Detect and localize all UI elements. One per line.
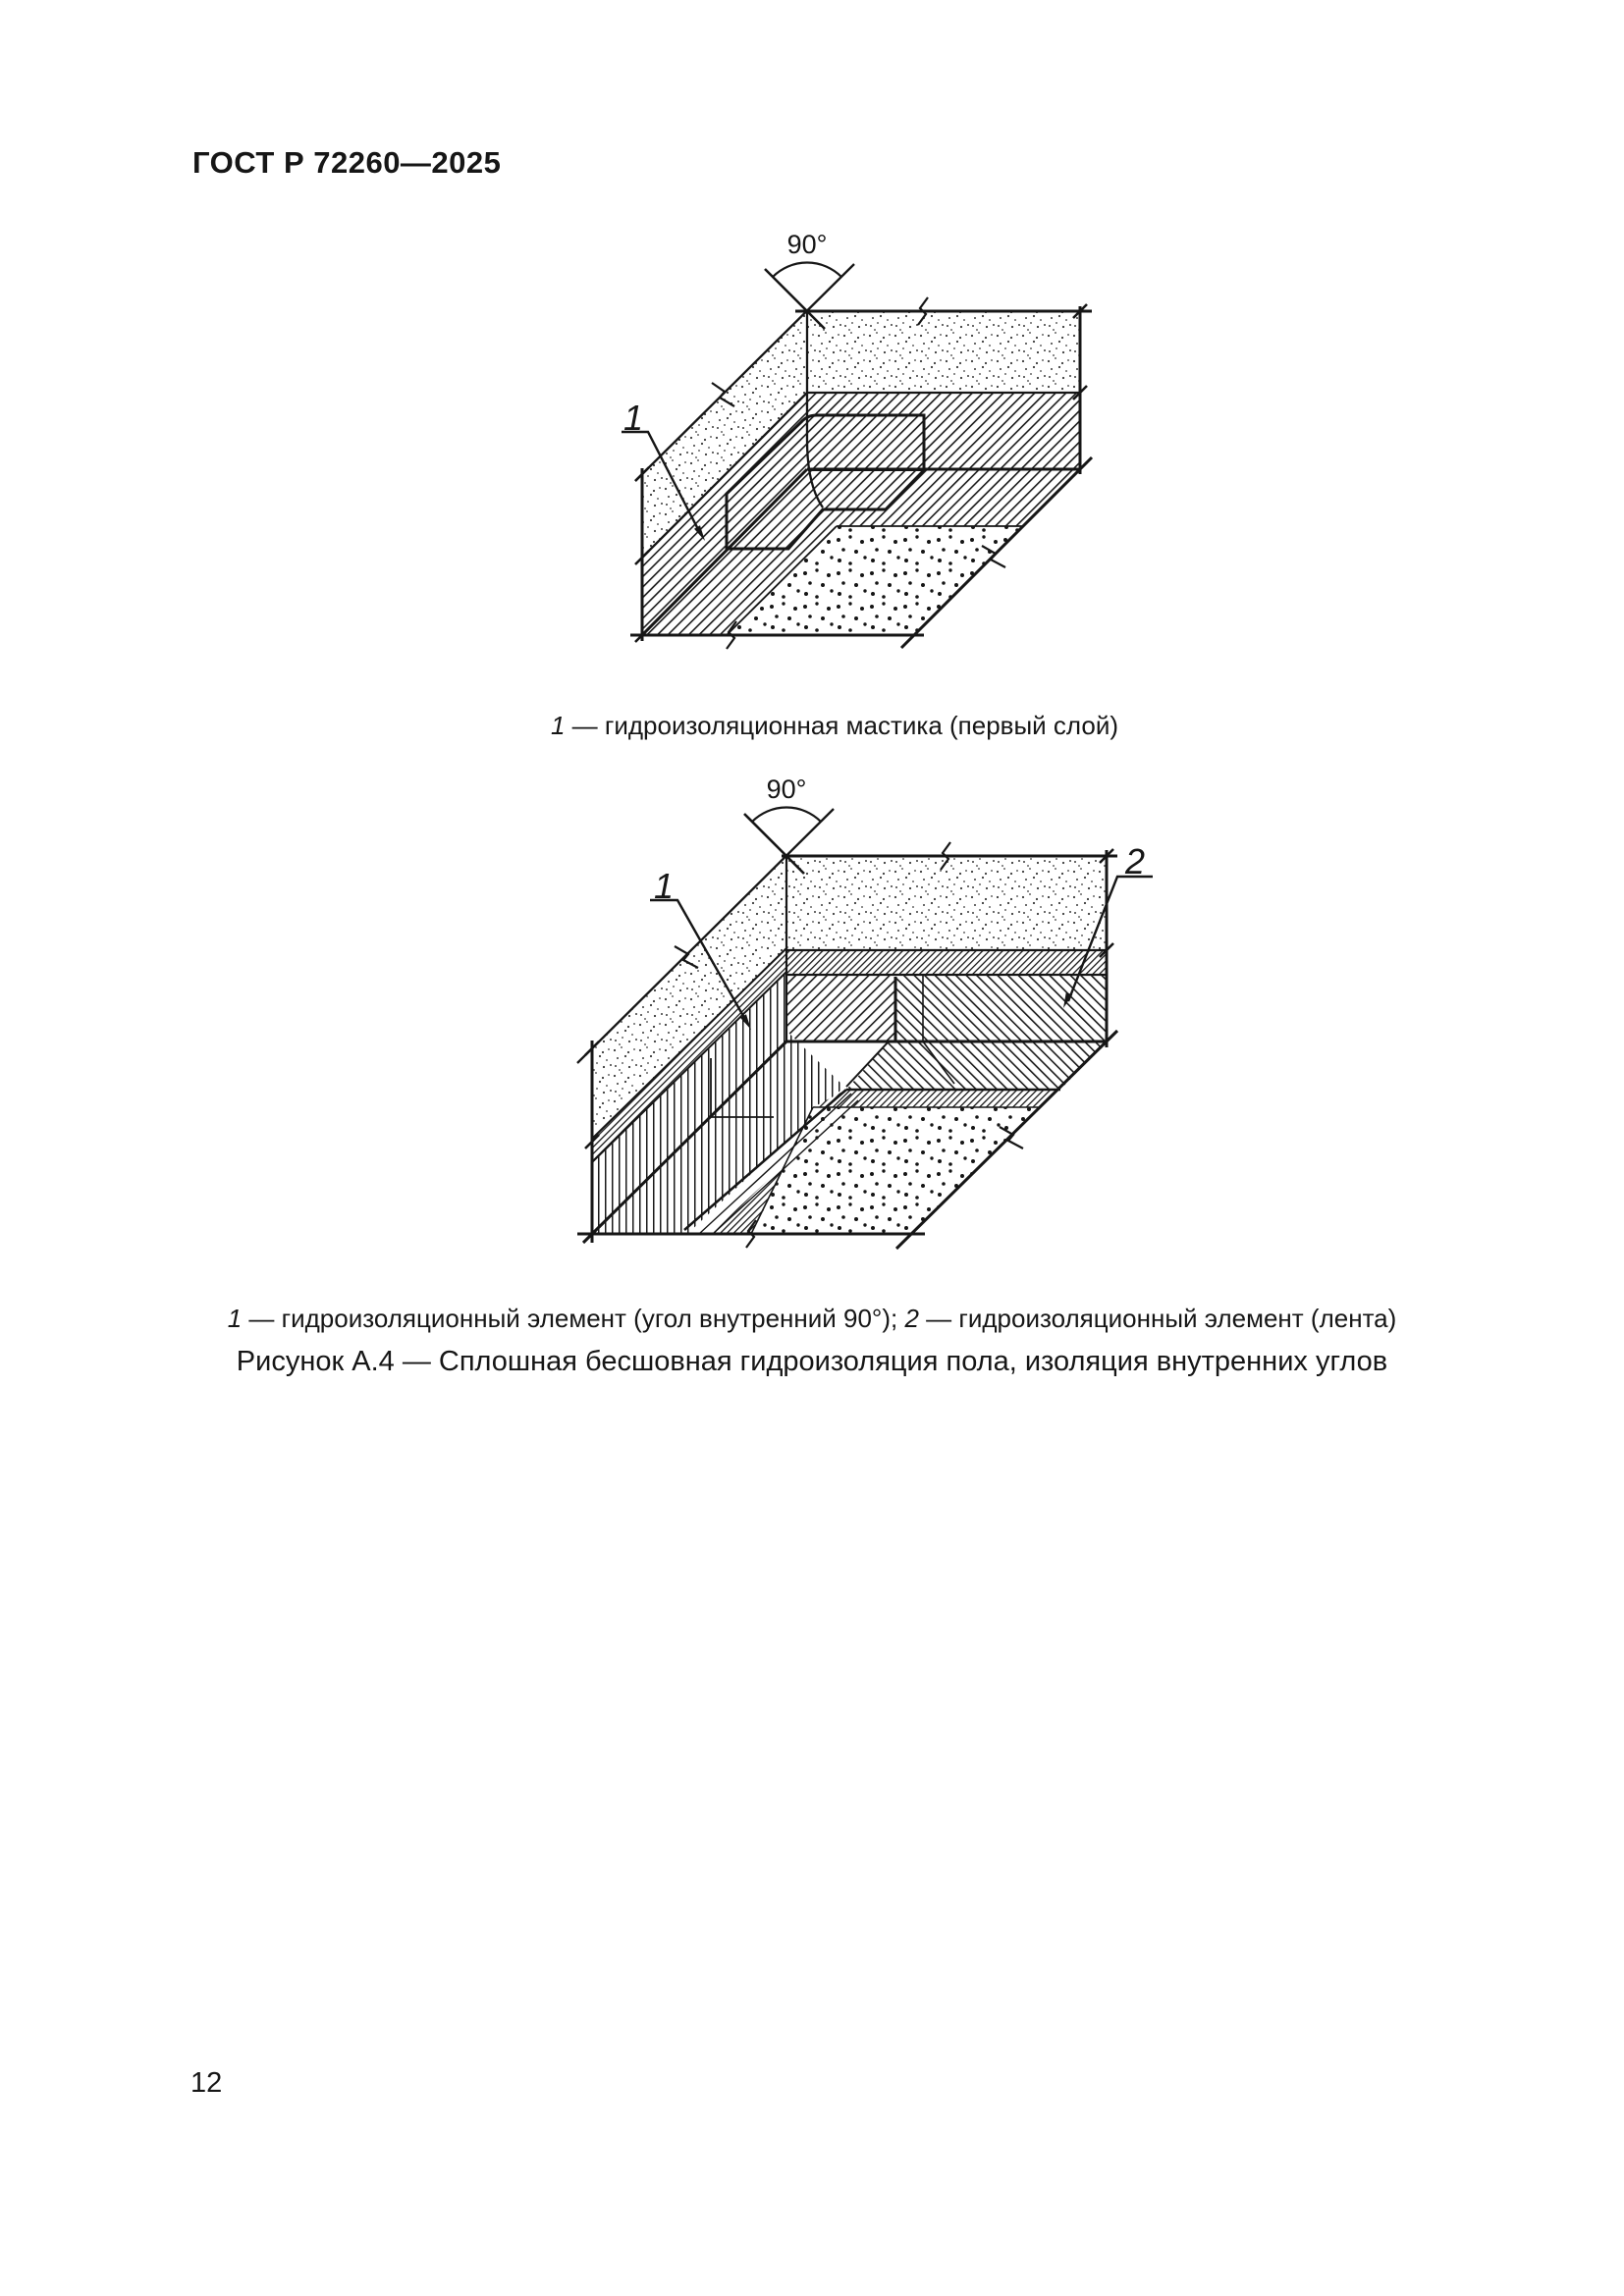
fig1-drawing bbox=[622, 230, 1092, 649]
figure-a4-drawing-2 bbox=[565, 756, 1178, 1266]
figure2-caption-number-2: 2 bbox=[904, 1304, 919, 1333]
fig1-angle-label: 90° bbox=[786, 230, 828, 259]
fig2-drawing bbox=[577, 774, 1153, 1249]
figure1-caption bbox=[511, 709, 1159, 742]
fig2-angle-label: 90° bbox=[766, 774, 807, 804]
figure1-caption-number: 1 bbox=[550, 711, 566, 740]
fig2-callout-1-label: 1 bbox=[653, 866, 675, 906]
figure1-caption-text: — гидроизоляционная мастика (первый слой) bbox=[565, 711, 1119, 740]
figure2-caption-number-1: 1 bbox=[227, 1304, 243, 1333]
figure2-caption-text-2: — гидроизоляционный элемент (лента) bbox=[918, 1304, 1397, 1333]
figure-title: Рисунок А.4 — Сплошная бесшовная гидроизоляция пола, изоляция внутренних углов bbox=[236, 1346, 1388, 1377]
page-header: ГОСТ Р 72260—2025 bbox=[192, 145, 502, 180]
fig2-callout-2-label: 2 bbox=[1124, 841, 1146, 881]
fig1-callout-1-label: 1 bbox=[623, 398, 644, 438]
figure2-caption bbox=[0, 1302, 1624, 1335]
figure-a4-drawing-1 bbox=[579, 221, 1149, 663]
figure2-caption-text-1: — гидроизоляционный элемент (угол внутренний 90°); bbox=[242, 1304, 905, 1333]
page-number: 12 bbox=[190, 2067, 223, 2099]
